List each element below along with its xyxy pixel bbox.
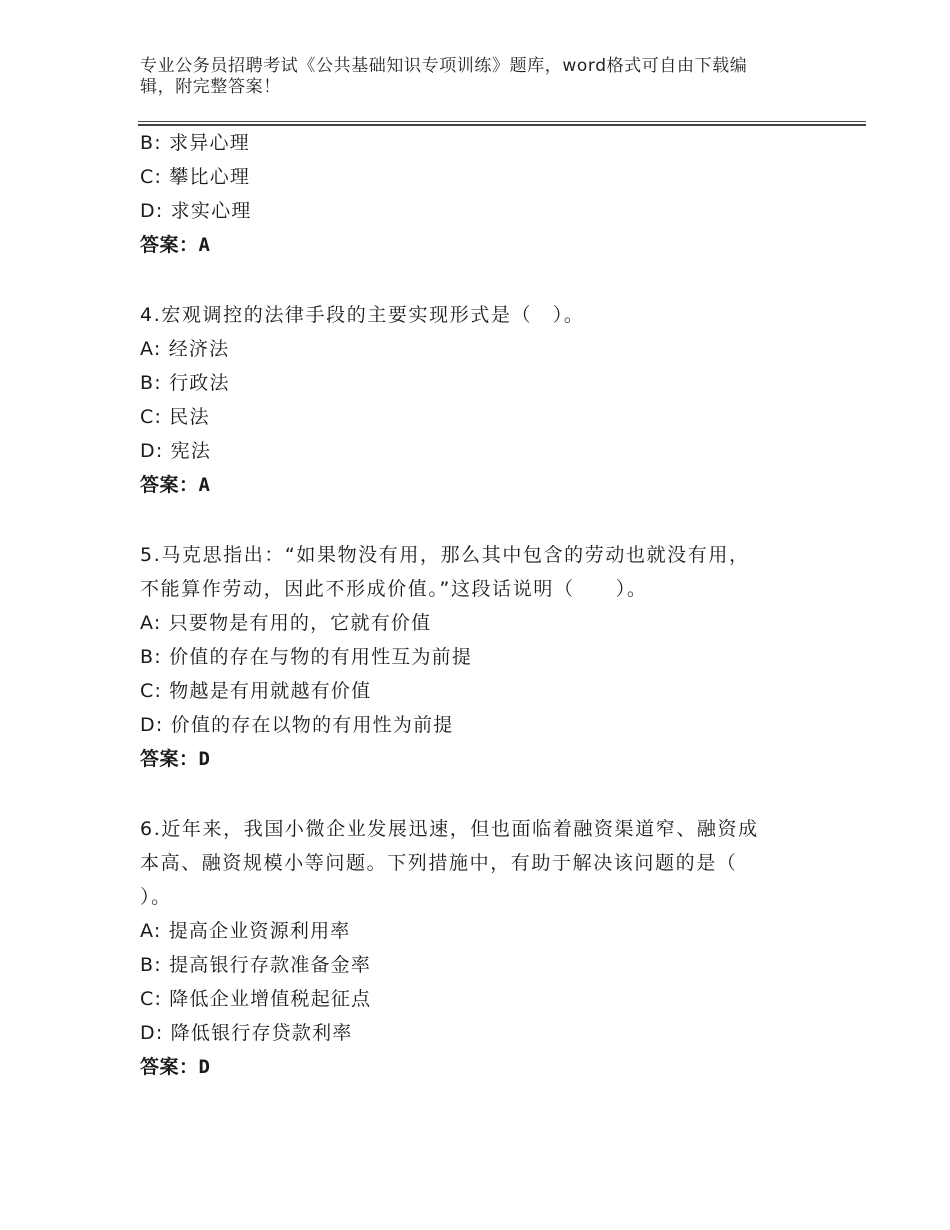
question-stem-line-2: 不能算作劳动，因此不形成价值。”这段话说明（ ）。 (140, 578, 648, 600)
page-header (140, 56, 790, 98)
option-b: B: 求异心理 (140, 132, 250, 154)
question-4 (140, 298, 840, 502)
option-a: A: 只要物是有用的，它就有价值 (140, 612, 432, 634)
answer-value: D (198, 748, 211, 770)
answer-label: 答案： (140, 748, 199, 770)
spacer (140, 776, 840, 812)
option-d: D: 降低银行存贷款利率 (140, 1022, 353, 1044)
question-stem-line-2: 本高、融资规模小等问题。下列措施中，有助于解决该问题的是（ (140, 852, 738, 874)
option-c: C: 降低企业增值税起征点 (140, 988, 372, 1010)
header-line-1: 专业公务员招聘考试《公共基础知识专项训练》题库，word格式可自由下载编 (140, 56, 748, 76)
question-3-partial (140, 126, 840, 262)
header-divider-thin (138, 121, 866, 122)
option-c: C: 民法 (140, 406, 210, 428)
answer-label: 答案： (140, 234, 199, 256)
question-stem-line-3: ）。 (140, 886, 172, 908)
question-list (140, 126, 840, 1084)
option-b: B: 价值的存在与物的有用性互为前提 (140, 646, 473, 668)
option-b: B: 提高银行存款准备金率 (140, 954, 372, 976)
answer-label: 答案： (140, 474, 199, 496)
option-d: D: 求实心理 (140, 200, 252, 222)
answer-line (140, 1050, 840, 1084)
answer-line (140, 468, 840, 502)
header-line-2: 辑，附完整答案！ (140, 77, 281, 97)
option-d: D: 宪法 (140, 440, 212, 462)
answer-line (140, 742, 840, 776)
option-d: D: 价值的存在以物的有用性为前提 (140, 714, 454, 736)
option-c: C: 物越是有用就越有价值 (140, 680, 372, 702)
spacer (140, 502, 840, 538)
question-stem: 4.宏观调控的法律手段的主要实现形式是（ ）。 (140, 304, 585, 326)
question-stem-line-1: 5.马克思指出：“如果物没有用，那么其中包含的劳动也就没有用， (140, 544, 750, 566)
answer-value: D (198, 1056, 211, 1078)
answer-value: A (198, 474, 211, 496)
option-a: A: 提高企业资源利用率 (140, 920, 351, 942)
option-a: A: 经济法 (140, 338, 230, 360)
question-6 (140, 812, 840, 1084)
question-5 (140, 538, 840, 776)
option-b: B: 行政法 (140, 372, 230, 394)
spacer (140, 262, 840, 298)
answer-value: A (198, 234, 211, 256)
answer-line (140, 228, 840, 262)
question-stem-line-1: 6.近年来，我国小微企业发展迅速，但也面临着融资渠道窄、融资成 (140, 818, 759, 840)
answer-label: 答案： (140, 1056, 199, 1078)
option-c: C: 攀比心理 (140, 166, 251, 188)
